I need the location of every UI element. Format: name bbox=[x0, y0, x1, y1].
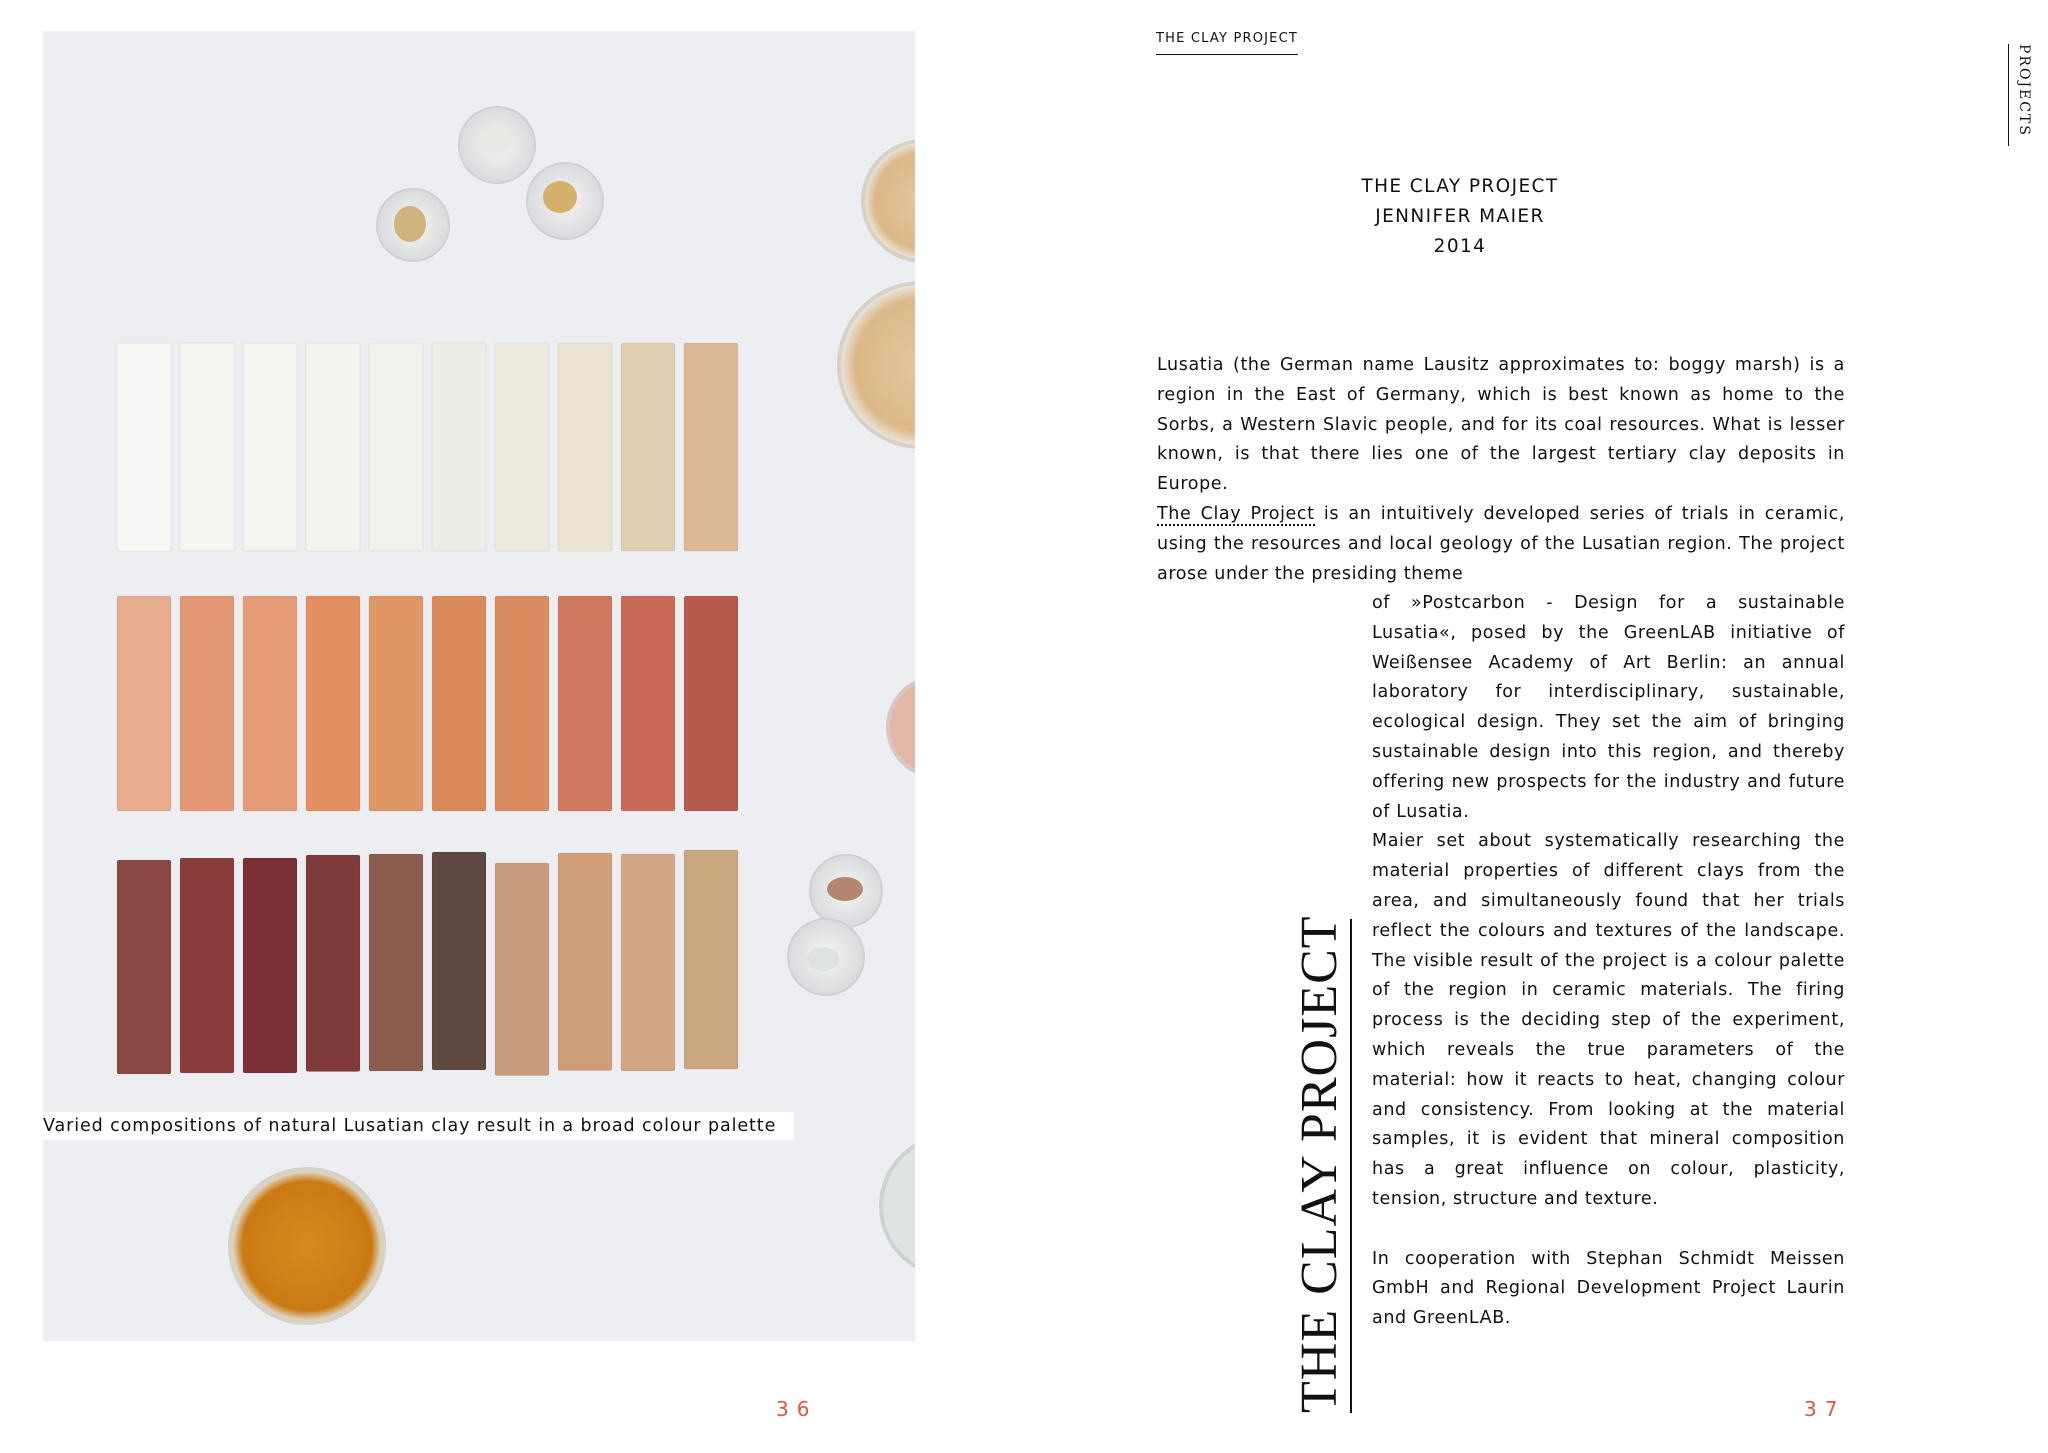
clay-swatch bbox=[243, 858, 297, 1073]
page-number-right: 37 bbox=[1804, 1397, 1846, 1421]
page-number-left: 36 bbox=[776, 1397, 818, 1421]
photo-caption: Varied compositions of natural Lusatian clay result in a broad colour palette bbox=[43, 1112, 794, 1140]
clay-swatch bbox=[369, 343, 423, 551]
clay-swatch bbox=[180, 596, 234, 811]
clay-swatch bbox=[432, 343, 486, 551]
body-text-full-width bbox=[1157, 351, 1845, 589]
clay-swatch bbox=[495, 863, 549, 1076]
title-block bbox=[1260, 172, 1660, 262]
clay-swatch bbox=[369, 596, 423, 811]
project-title: THE CLAY PROJECT bbox=[1361, 176, 1559, 197]
clay-swatch bbox=[117, 860, 171, 1074]
clay-swatch bbox=[306, 596, 360, 811]
clay-swatch bbox=[621, 343, 675, 551]
clay-swatch-grid bbox=[117, 343, 738, 1076]
paragraph-intro: Lusatia (the German name Lausitz approximates to: boggy marsh) is a region in the East of Germany, which is best known as home to the Sorbs, a Western Slavic people, and for its coal resources. What is lesser known, is that there lies one of the largest tertiary clay deposits in Europe. bbox=[1157, 355, 1845, 495]
body-text-column bbox=[1372, 589, 1845, 1334]
clay-swatch bbox=[306, 343, 360, 551]
clay-swatch bbox=[306, 855, 360, 1072]
paragraph-spacer bbox=[1372, 1215, 1845, 1245]
clay-swatch bbox=[243, 596, 297, 811]
clay-swatch bbox=[117, 596, 171, 811]
clay-swatch bbox=[684, 596, 738, 811]
paragraph-project-tail: of »Postcarbon - Design for a sustainable Lusatia«, posed by the GreenLAB initiative of Weißensee Academy of Art Berlin: an annual laboratory for interdisciplinary, sustainable, ecological design. They set the aim of bringing sustainable design into this region, and thereby offering new prospects for the industry and future of Lusatia. bbox=[1372, 593, 1845, 822]
clay-swatch bbox=[432, 852, 486, 1070]
vertical-title-text: THE CLAY PROJECT bbox=[1291, 915, 1348, 1413]
section-tab-label: PROJECTS bbox=[2016, 44, 2032, 137]
clay-swatch bbox=[369, 854, 423, 1071]
clay-swatch bbox=[558, 343, 612, 551]
paragraph-cooperation: In cooperation with Stephan Schmidt Meissen GmbH and Regional Development Project Laurin and GreenLAB. bbox=[1372, 1248, 1845, 1329]
clay-swatch bbox=[558, 853, 612, 1071]
paragraph-project-head-text: is an intuitively developed series of trials in ceramic, using the resources and local geology of the Lusatian region. The project arose under the presiding theme bbox=[1157, 503, 1845, 584]
clay-swatch bbox=[558, 596, 612, 811]
running-head: THE CLAY PROJECT bbox=[1156, 30, 1298, 55]
clay-swatch bbox=[621, 854, 675, 1071]
clay-swatch bbox=[495, 343, 549, 551]
clay-swatch bbox=[495, 596, 549, 811]
clay-swatch bbox=[180, 343, 234, 551]
section-tab-projects[interactable] bbox=[2008, 44, 2039, 146]
clay-swatch bbox=[684, 850, 738, 1069]
clay-samples-photo bbox=[43, 31, 915, 1341]
paragraph-project-head bbox=[1157, 500, 1845, 589]
author-name: JENNIFER MAIER bbox=[1375, 206, 1545, 227]
clay-swatch bbox=[117, 343, 171, 551]
clay-swatch bbox=[243, 343, 297, 551]
clay-swatch bbox=[621, 596, 675, 811]
clay-swatch bbox=[684, 343, 738, 551]
paragraph-research: Maier set about systematically researching the material properties of different clays from the area, and simultaneously found that her trials reflect the colours and textures of the landscape. The visible result of the project is a colour palette of the region in ceramic materials. The firing process is the deciding step of the experiment, which reveals the true parameters of the material: how it reacts to heat, changing colour and consistency. From looking at the material samples, it is evident that mineral composition has a great influence on colour, plasticity, tension, structure and texture. bbox=[1372, 831, 1845, 1209]
photo-illustration bbox=[43, 31, 915, 1341]
clay-swatch bbox=[432, 596, 486, 811]
project-link[interactable]: The Clay Project bbox=[1157, 503, 1315, 524]
vertical-title bbox=[1290, 915, 1352, 1413]
clay-swatch bbox=[180, 858, 234, 1073]
project-year: 2014 bbox=[1433, 236, 1487, 257]
